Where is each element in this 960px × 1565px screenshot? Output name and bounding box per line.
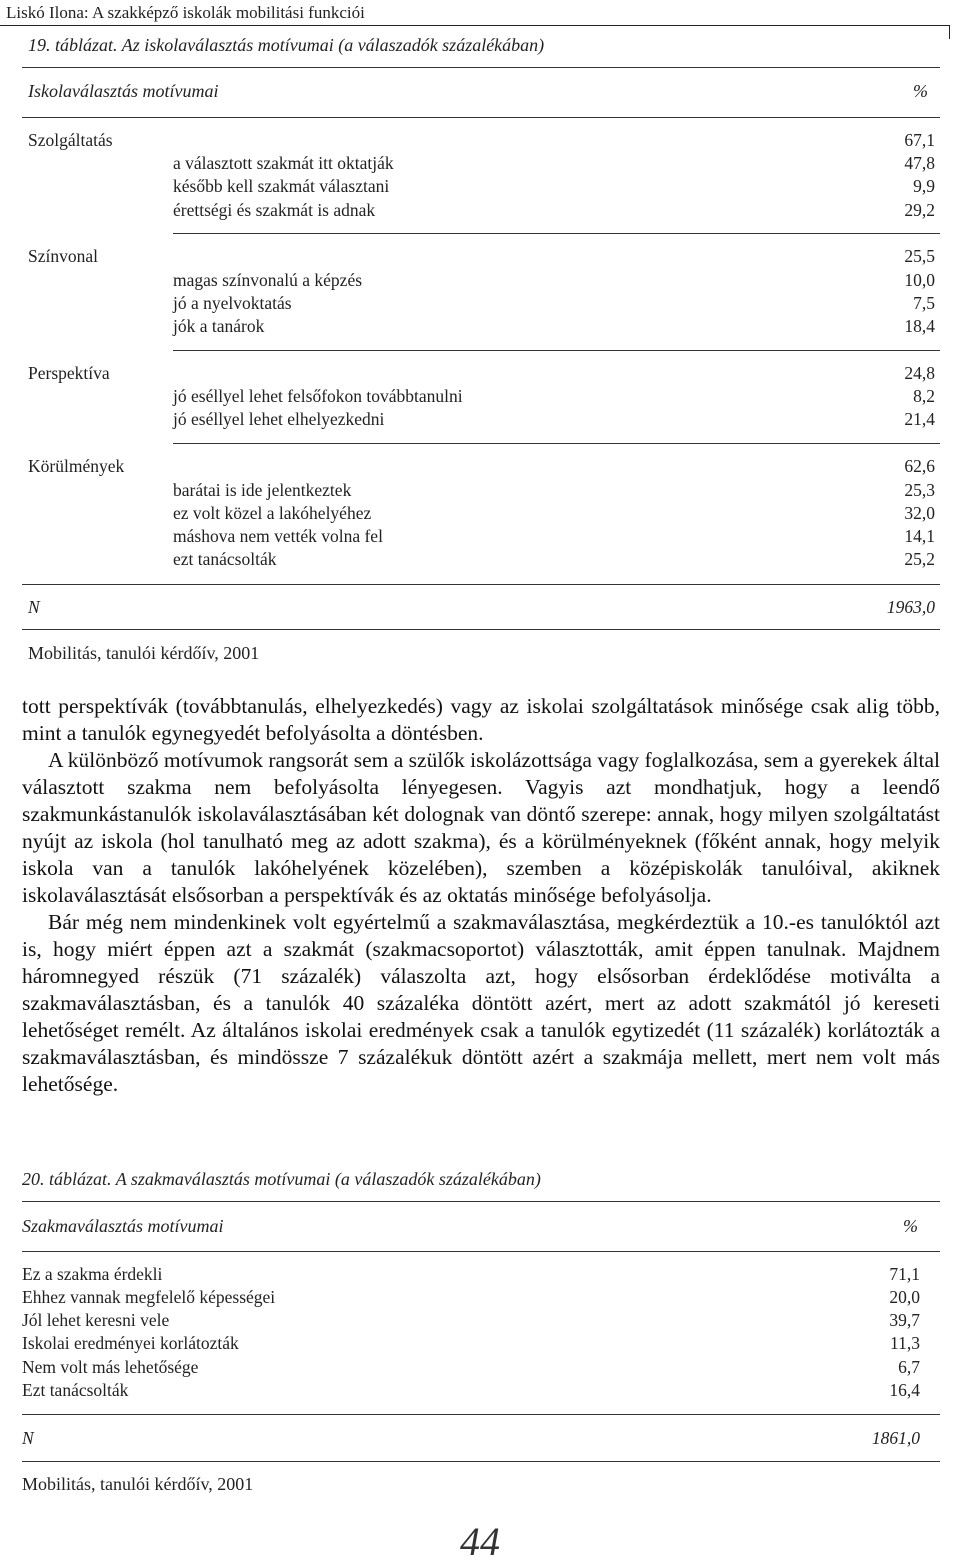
item-label: jó a nyelvoktatás (173, 293, 292, 313)
row-label: Ez a szakma érdekli (22, 1264, 163, 1284)
table19-col-unit: % (913, 81, 928, 101)
item-value: 10,0 (904, 270, 935, 290)
table20-row (22, 1356, 920, 1378)
table20-n-row (22, 1427, 920, 1449)
item-label: barátai is ide jelentkeztek (173, 480, 352, 500)
running-head-tick (949, 25, 950, 39)
row-label: Ezt tanácsolták (22, 1380, 129, 1400)
table20-label: 20. táblázat. (22, 1169, 112, 1189)
n-value: 1861,0 (871, 1428, 920, 1448)
item-value: 29,2 (904, 200, 935, 220)
group-name: Színvonal (28, 246, 98, 266)
table19-top-rule (22, 67, 940, 68)
table19-item-row (173, 175, 935, 197)
table19-item-row (173, 385, 935, 407)
table20-row (22, 1286, 920, 1308)
table19-header-rule (22, 117, 940, 118)
group-value: 67,1 (904, 130, 935, 150)
table19-item-row (173, 479, 935, 501)
item-value: 9,9 (913, 176, 935, 196)
item-value: 18,4 (904, 316, 935, 336)
item-value: 25,3 (904, 480, 935, 500)
group-name: Perspektíva (28, 363, 110, 383)
running-head-rule (0, 25, 950, 26)
table19-bottom-rule (22, 584, 940, 585)
table19-title: Az iskolaválasztás motívumai (a válaszadók százalékában) (121, 35, 545, 55)
table19-col-head: Iskolaválasztás motívumai (28, 81, 219, 101)
item-label: ez volt közel a lakóhelyéhez (173, 503, 372, 523)
item-value: 21,4 (904, 409, 935, 429)
table20-source: Mobilitás, tanulói kérdőív, 2001 (22, 1474, 254, 1494)
table19-item-row (173, 408, 935, 430)
table19-item-row (173, 502, 935, 524)
paragraph: Bár még nem mindenkinek volt egyértelmű a szakmaválasztása, megkérdeztük a 10.-es tanulóktól azt is, hogy miért éppen azt a szakmát (szakmacsoportot) választották, amit éppen tanulnak. Majdnem háromnegyed részük (71 százalék) válaszolta azt, hogy elsősorban érdeklődése motiválta a szakmaválasztásban, és a tanulók 40 százaléka döntött azért, mert az adott szakmától jó kereseti lehetőséget remélt. Az általános iskolai eredmények csak a tanulók egytizedét (11 százalék) korlátozták a szakmaválasztásban, és mindössze 7 százalékuk döntött azért a szakmája mellett, mert nem volt más lehetősége. (22, 910, 940, 1096)
table19-item-row (173, 315, 935, 337)
table19-group-row (28, 129, 935, 151)
table20-col-head: Szakmaválasztás motívumai (22, 1216, 224, 1236)
item-label: érettségi és szakmát is adnak (173, 200, 376, 220)
n-value: 1963,0 (886, 597, 935, 617)
table20-row (22, 1263, 920, 1285)
table20-col-unit: % (903, 1216, 918, 1236)
table19-group-row (28, 362, 935, 384)
table19-group-row (28, 245, 935, 267)
item-label: jók a tanárok (173, 316, 265, 336)
table19-item-row (173, 152, 935, 174)
item-value: 14,1 (904, 526, 935, 546)
table19-n-row (28, 596, 935, 618)
table19-n-rule (22, 629, 940, 630)
item-value: 8,2 (913, 386, 935, 406)
table20-caption (22, 1169, 541, 1190)
item-label: a választott szakmát itt oktatják (173, 153, 394, 173)
row-value: 6,7 (898, 1357, 920, 1377)
n-label: N (22, 1428, 34, 1448)
row-value: 11,3 (890, 1333, 920, 1353)
row-label: Jól lehet keresni vele (22, 1310, 170, 1330)
item-label: később kell szakmát választani (173, 176, 390, 196)
item-value: 47,8 (904, 153, 935, 173)
item-value: 7,5 (913, 293, 935, 313)
table20-n-rule (22, 1461, 940, 1462)
row-value: 20,0 (889, 1287, 920, 1307)
table19-group-rule (173, 443, 940, 444)
table19-group-row (28, 455, 935, 477)
row-value: 71,1 (889, 1264, 920, 1284)
item-label: jó eséllyel lehet elhelyezkedni (173, 409, 385, 429)
item-label: magas színvonalú a képzés (173, 270, 363, 290)
group-value: 24,8 (904, 363, 935, 383)
table20-row (22, 1332, 920, 1354)
table19-group-rule (173, 233, 940, 234)
paragraph: tott perspektívák (továbbtanulás, elhelyezkedés) vagy az iskolai szolgáltatások minősége csak alig több, mint a tanulók egynegyedét befolyásolta a döntésben. (22, 694, 940, 745)
body-text (22, 693, 940, 1098)
page-number: 44 (460, 1519, 500, 1564)
row-label: Nem volt más lehetősége (22, 1357, 199, 1377)
row-value: 39,7 (889, 1310, 920, 1330)
group-name: Szolgáltatás (28, 130, 113, 150)
item-value: 25,2 (904, 549, 935, 569)
table20-header-rule (22, 1251, 940, 1252)
table19-source: Mobilitás, tanulói kérdőív, 2001 (28, 643, 260, 663)
table20-title: A szakmaválasztás motívumai (a válaszadók százalékában) (115, 1169, 541, 1189)
table19-item-row (173, 548, 935, 570)
table20-row (22, 1309, 920, 1331)
item-label: jó eséllyel lehet felsőfokon továbbtanulni (173, 386, 463, 406)
table19-item-row (173, 292, 935, 314)
table20-bottom-rule (22, 1414, 940, 1415)
table19-group-rule (173, 350, 940, 351)
item-label: máshova nem vették volna fel (173, 526, 383, 546)
table20-row (22, 1379, 920, 1401)
row-value: 16,4 (889, 1380, 920, 1400)
row-label: Iskolai eredményei korlátozták (22, 1333, 239, 1353)
item-value: 32,0 (904, 503, 935, 523)
group-value: 25,5 (904, 246, 935, 266)
item-label: ezt tanácsolták (173, 549, 277, 569)
table19-item-row (173, 525, 935, 547)
table19-caption (28, 35, 544, 56)
table20-top-rule (22, 1201, 940, 1202)
group-name: Körülmények (28, 456, 125, 476)
table19-label: 19. táblázat. (28, 35, 118, 55)
row-label: Ehhez vannak megfelelő képességei (22, 1287, 276, 1307)
n-label: N (28, 597, 40, 617)
table19-item-row (173, 199, 935, 221)
running-head-text: Liskó Ilona: A szakképző iskolák mobilitási funkciói (6, 3, 365, 22)
table19-item-row (173, 269, 935, 291)
running-head (0, 0, 960, 28)
group-value: 62,6 (904, 456, 935, 476)
paragraph: A különböző motívumok rangsorát sem a szülők iskolázottsága vagy foglalkozása, sem a gyerekek által választott szakma nem befolyásolta lényegesen. Vagyis azt mondhatjuk, hogy a leendő szakmunkástanulók iskolaválasztásában két dolognak van döntő szerepe: annak, hogy milyen szolgáltatást nyújt az iskola (hol tanulható meg az adott szakma), és a körülményeknek (főként annak, hogy melyik iskola van a tanulók lakóhelyének közelében), szemben a középiskolák tanulóival, akiknek iskolaválasztását elsősorban a perspektívák és az oktatás minősége befolyásolja. (22, 748, 941, 907)
